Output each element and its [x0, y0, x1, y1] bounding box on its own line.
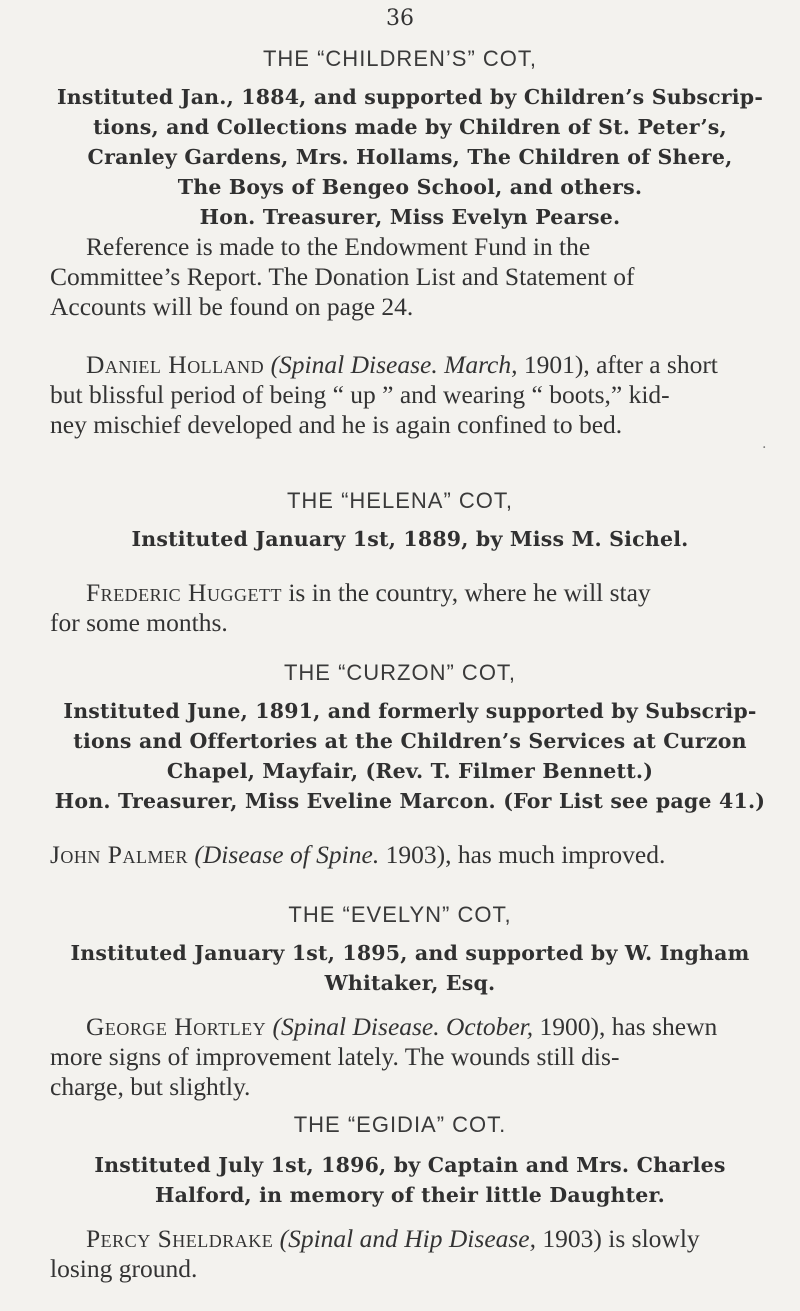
- institution-text-egidia-cot: Instituted July 1st, 1896, by Captain and Mrs. Charles Halford, in memory of their little Daughter.: [94, 1153, 726, 1207]
- institution-text-curzon-cot: Instituted June, 1891, and formerly supported by Subscrip- tions and Offertories at the Children’s Services at Curzon Chapel, Mayfair, (Rev. T. Filmer Bennett.) Hon. Treasurer, Miss Eveline Marcon. (For List see page 41.): [54, 699, 766, 813]
- institution-text-helena-cot: Instituted January 1st, 1889, by Miss M. Sichel.: [131, 527, 689, 551]
- section-heading-childrens-cot: THE “CHILDREN’S” COT,: [262, 46, 537, 71]
- patient-condition: (Disease of Spine.: [194, 840, 380, 869]
- patient-condition: (Spinal Disease. March,: [270, 350, 518, 379]
- patient-name: George Hortley: [86, 1012, 267, 1041]
- section-heading-helena-cot: THE “HELENA” COT,: [286, 488, 514, 513]
- patient-entry-percy-sheldrake: Percy Sheldrake (Spinal and Hip Disease, 1903) is slowly losing ground.: [50, 1224, 700, 1283]
- institution-text-evelyn-cot: Instituted January 1st, 1895, and supported by W. Ingham Whitaker, Esq.: [70, 941, 750, 995]
- patient-name: John Palmer: [50, 840, 188, 869]
- institution-text-childrens-cot: Instituted Jan., 1884, and supported by Children’s Subscrip- tions, and Collections made by Children of St. Peter’s, Cranley Gardens, Mrs. Hollams, The Children of Shere, The Boys of Bengeo School, and others. Hon. Treasurer, Miss Evelyn Pearse.: [56, 85, 764, 229]
- patient-entry-george-hortley: George Hortley (Spinal Disease. October, 1900), has shewn more signs of improvement lately. The wounds still dis- charge, but slightly.: [50, 1012, 718, 1101]
- patient-entry-john-palmer: John Palmer (Disease of Spine. 1903), has much improved.: [50, 840, 666, 869]
- section-heading-evelyn-cot: THE “EVELYN” COT,: [288, 902, 512, 927]
- patient-entry-frederic-huggett: Frederic Huggett is in the country, where he will stay for some months.: [50, 578, 651, 637]
- patient-condition: (Spinal Disease. October,: [272, 1012, 534, 1041]
- section-heading-curzon-cot: THE “CURZON” COT,: [283, 660, 517, 685]
- margin-mark: .: [762, 436, 767, 452]
- patient-entry-daniel-holland: Daniel Holland (Spinal Disease. March, 1901), after a short but blissful period of being “ up ” and wearing “ boots,” kid- ney mischief developed and he is again confined to bed.: [50, 350, 718, 439]
- patient-name: Percy Sheldrake: [86, 1224, 274, 1253]
- patient-name: Daniel Holland: [86, 350, 265, 379]
- patient-name: Frederic Huggett: [86, 578, 282, 607]
- section-heading-egidia-cot: THE “EGIDIA” COT.: [293, 1112, 507, 1137]
- page-number: 36: [386, 6, 414, 31]
- patient-condition: (Spinal and Hip Disease,: [279, 1224, 537, 1253]
- reference-paragraph: Reference is made to the Endowment Fund in the Committee’s Report. The Donation List and Statement of Accounts will be found on page 24.: [50, 232, 635, 321]
